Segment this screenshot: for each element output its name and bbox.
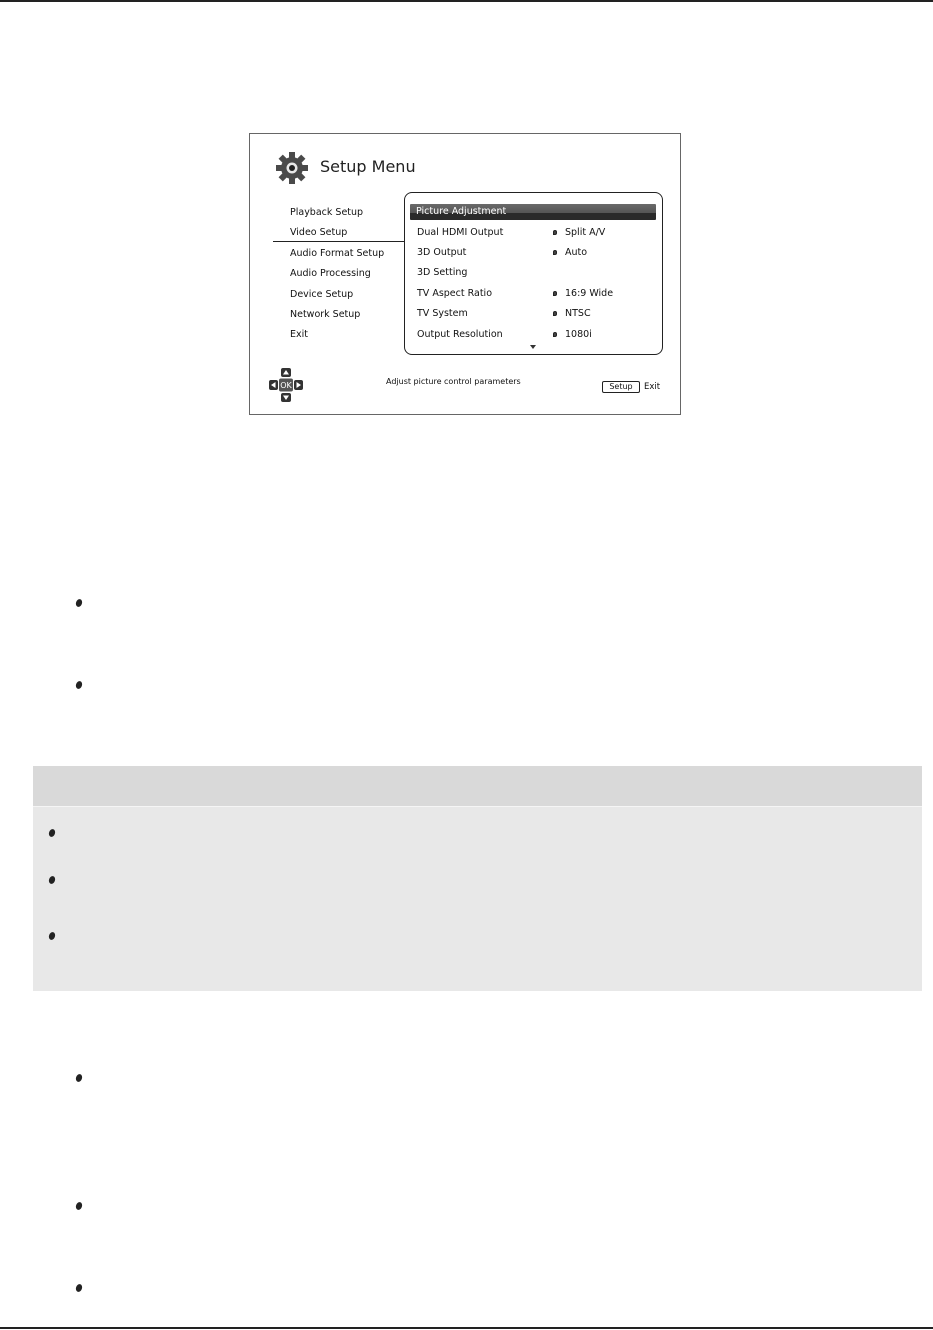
nav-item-audio-format-setup[interactable]: Audio Format Setup <box>290 248 385 259</box>
menu-item-3d-output[interactable] <box>417 246 657 260</box>
bullet-icon <box>75 598 83 608</box>
nav-item-device-setup[interactable]: Device Setup <box>290 289 354 300</box>
menu-item-label: TV System <box>417 308 468 319</box>
menu-item-value: 16:9 Wide <box>565 288 614 299</box>
video-setup-panel <box>404 192 663 355</box>
menu-item-label: Output Resolution <box>417 329 503 340</box>
bullet-icon <box>553 230 557 235</box>
bullet-icon <box>553 311 557 316</box>
menu-item-label: TV Aspect Ratio <box>417 288 493 299</box>
nav-item-network-setup[interactable]: Network Setup <box>290 309 361 320</box>
setup-menu-screenshot <box>249 133 681 415</box>
menu-item-label: Dual HDMI Output <box>417 227 504 238</box>
ok-label: OK <box>280 381 292 390</box>
bullet-icon <box>75 1283 83 1293</box>
menu-title: Setup Menu <box>320 157 416 176</box>
bullet-icon <box>48 931 56 941</box>
menu-item-picture-adjustment[interactable] <box>410 204 656 220</box>
menu-item-label: 3D Output <box>417 247 467 258</box>
dpad-icon <box>268 367 304 403</box>
menu-item-dual-hdmi-output[interactable] <box>417 226 657 240</box>
note-divider <box>33 806 922 807</box>
bullet-icon <box>48 828 56 838</box>
menu-item-value: NTSC <box>565 308 591 319</box>
menu-item-label: 3D Setting <box>417 267 468 278</box>
scroll-down-arrow-icon[interactable] <box>530 345 536 349</box>
selected-nav-underline <box>273 241 404 242</box>
bullet-icon <box>75 680 83 690</box>
bullet-icon <box>48 875 56 885</box>
menu-item-value: Auto <box>565 247 588 258</box>
menu-item-label: Picture Adjustment <box>416 206 507 217</box>
menu-item-output-resolution[interactable] <box>417 328 657 342</box>
page-bottom-rule <box>0 1327 933 1329</box>
exit-label: Exit <box>644 382 661 392</box>
nav-item-exit[interactable]: Exit <box>290 329 308 340</box>
menu-item-tv-system[interactable] <box>417 307 657 321</box>
gear-icon <box>274 150 310 186</box>
hint-text: Adjust picture control parameters <box>386 377 521 386</box>
menu-item-value: 1080i <box>565 329 592 340</box>
note-box <box>33 766 922 991</box>
nav-item-playback-setup[interactable]: Playback Setup <box>290 207 364 218</box>
page-top-rule <box>0 0 933 2</box>
bullet-icon <box>553 332 557 337</box>
nav-item-video-setup[interactable]: Video Setup <box>290 227 348 238</box>
menu-item-3d-setting[interactable] <box>417 266 657 280</box>
bullet-icon <box>553 250 557 255</box>
setup-key-button[interactable]: Setup <box>602 381 640 393</box>
bullet-icon <box>75 1201 83 1211</box>
note-header <box>33 766 922 806</box>
bullet-icon <box>553 291 557 296</box>
menu-item-value: Split A/V <box>565 227 606 238</box>
nav-item-audio-processing[interactable]: Audio Processing <box>290 268 371 279</box>
bullet-icon <box>75 1073 83 1083</box>
menu-item-tv-aspect-ratio[interactable] <box>417 287 657 301</box>
